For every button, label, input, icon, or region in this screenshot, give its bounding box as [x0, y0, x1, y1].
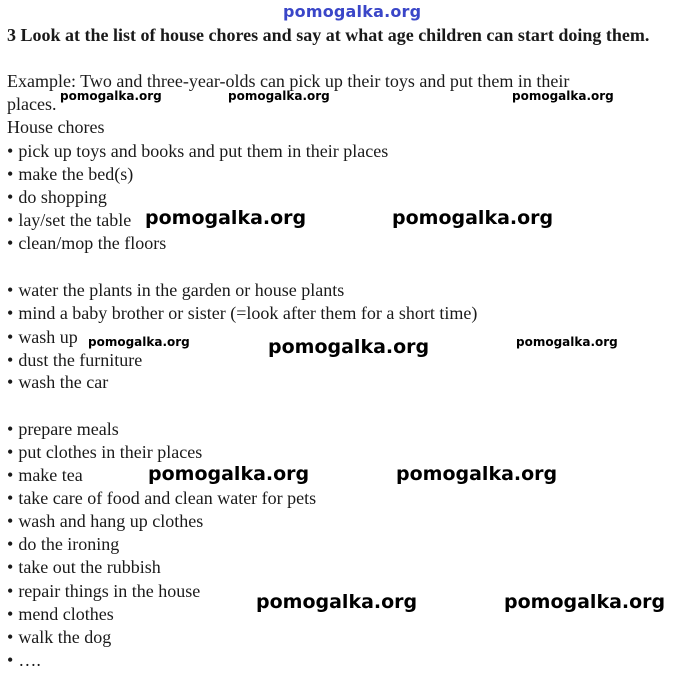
chore-item — [7, 464, 83, 487]
bullet: • — [7, 442, 14, 462]
chore-text: prepare meals — [18, 419, 119, 439]
bullet: • — [7, 604, 14, 624]
chore-text: water the plants in the garden or house plants — [18, 280, 345, 300]
chore-text: mind a baby brother or sister (=look after them for a short time) — [18, 303, 478, 323]
watermark: pomogalka.org — [504, 591, 666, 613]
chore-item — [7, 302, 477, 325]
chore-text: take care of food and clean water for pets — [18, 488, 317, 508]
watermark: pomogalka.org — [256, 591, 418, 613]
chore-item — [7, 326, 78, 349]
bullet: • — [7, 419, 14, 439]
watermark: pomogalka.org — [228, 89, 330, 103]
watermark: pomogalka.org — [512, 89, 614, 103]
chore-text: lay/set the table — [18, 210, 132, 230]
chore-text: pick up toys and books and put them in their places — [18, 141, 389, 161]
chore-item — [7, 279, 344, 302]
bullet: • — [7, 488, 14, 508]
chore-item — [7, 371, 108, 394]
bullet: • — [7, 280, 14, 300]
chore-text: repair things in the house — [18, 581, 201, 601]
chore-item — [7, 510, 203, 533]
bullet: • — [7, 534, 14, 554]
watermark: pomogalka.org — [148, 463, 310, 485]
chore-text: wash and hang up clothes — [18, 511, 204, 531]
chore-item — [7, 163, 133, 186]
chore-text: mend clothes — [18, 604, 114, 624]
chore-item — [7, 186, 107, 209]
bullet: • — [7, 350, 14, 370]
watermark: pomogalka.org — [60, 89, 162, 103]
bullet: • — [7, 233, 14, 253]
watermark: pomogalka.org — [268, 336, 430, 358]
example-line-2: places. — [7, 94, 57, 114]
chore-item — [7, 533, 119, 556]
chore-item — [7, 140, 388, 163]
chore-text: …. — [18, 650, 41, 670]
bullet: • — [7, 465, 14, 485]
watermark: pomogalka.org — [392, 207, 554, 229]
chore-text: make tea — [18, 465, 83, 485]
chore-item — [7, 487, 316, 510]
list-title: House chores — [7, 117, 105, 137]
bullet: • — [7, 511, 14, 531]
chore-text: clean/mop the floors — [18, 233, 167, 253]
bullet: • — [7, 557, 14, 577]
watermark: pomogalka.org — [396, 463, 558, 485]
chore-item — [7, 626, 111, 649]
bullet: • — [7, 627, 14, 647]
chore-text: walk the dog — [18, 627, 112, 647]
chore-text: make the bed(s) — [18, 164, 134, 184]
bullet: • — [7, 187, 14, 207]
chore-item — [7, 603, 114, 626]
chore-item — [7, 441, 202, 464]
bullet: • — [7, 372, 14, 392]
exercise-heading: 3 Look at the list of house chores and say at what age children can start doing them. — [7, 25, 650, 45]
bullet: • — [7, 327, 14, 347]
bullet: • — [7, 303, 14, 323]
chore-item — [7, 209, 131, 232]
chore-text: take out the rubbish — [18, 557, 161, 577]
chore-item — [7, 580, 200, 603]
chore-text: put clothes in their places — [18, 442, 203, 462]
bullet: • — [7, 581, 14, 601]
watermark: pomogalka.org — [145, 207, 307, 229]
chore-item — [7, 556, 161, 579]
chore-text: do shopping — [18, 187, 107, 207]
chore-item — [7, 232, 166, 255]
bullet: • — [7, 141, 14, 161]
bullet: • — [7, 210, 14, 230]
bullet: • — [7, 650, 14, 670]
watermark: pomogalka.org — [88, 335, 190, 349]
chore-text: wash up — [18, 327, 78, 347]
bullet: • — [7, 164, 14, 184]
chore-item — [7, 649, 41, 672]
top-watermark: pomogalka.org — [283, 2, 422, 21]
example-line-1: Example: Two and three-year-olds can pick up their toys and put them in their — [7, 71, 570, 91]
chore-item — [7, 349, 142, 372]
chore-text: dust the furniture — [18, 350, 143, 370]
chore-text: do the ironing — [18, 534, 120, 554]
watermark: pomogalka.org — [516, 335, 618, 349]
chore-text: wash the car — [18, 372, 109, 392]
chore-item — [7, 418, 119, 441]
